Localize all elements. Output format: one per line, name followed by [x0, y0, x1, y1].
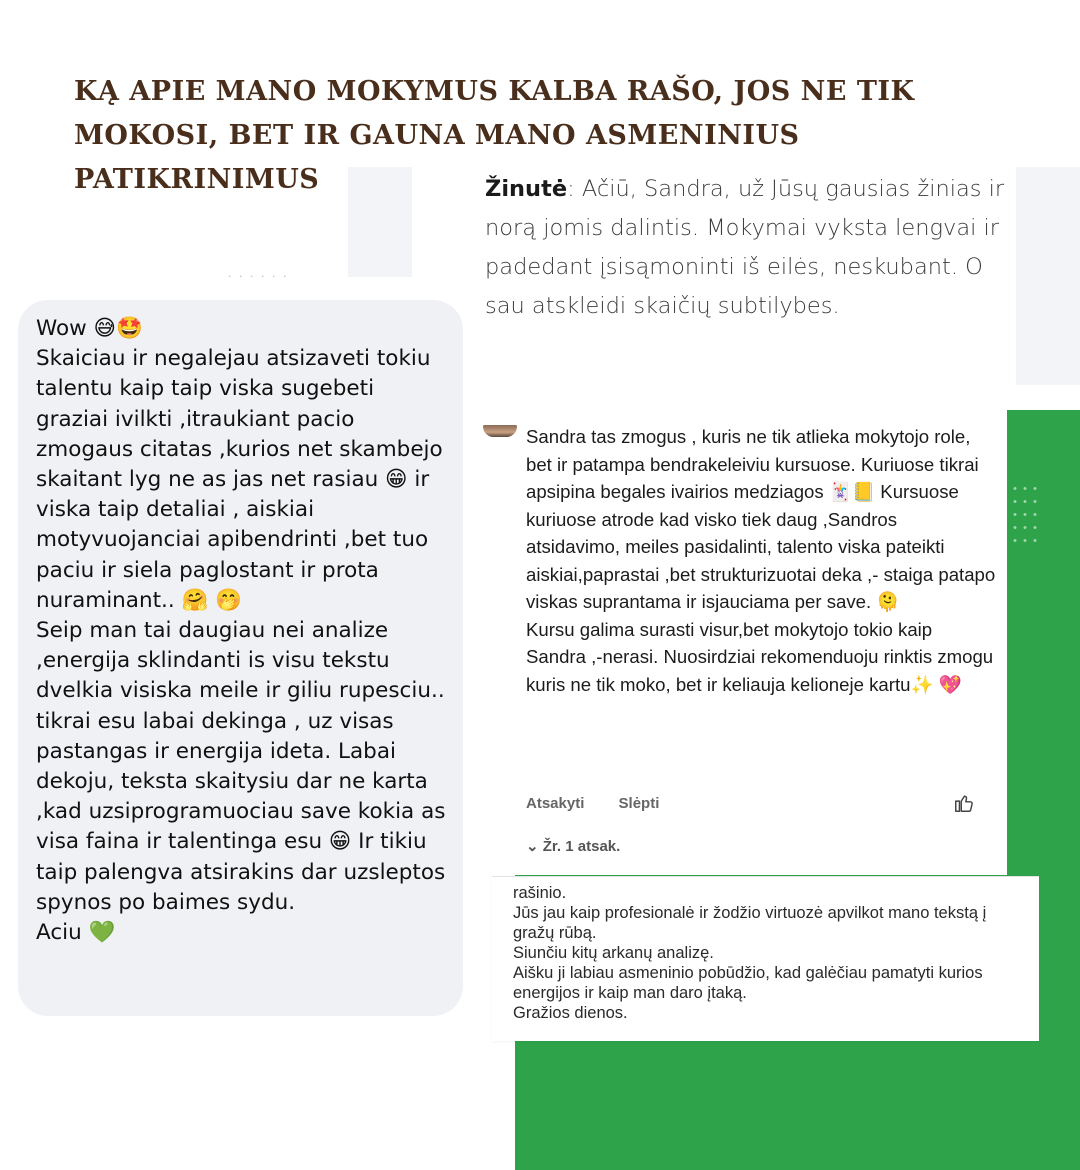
- message-text: : Ačiū, Sandra, už Jūsų gausias žinias ir norą jomis dalintis. Mokymai vyksta lengvai ir padedant įsisąmoninti iš eilės, neskubant. O sau atskleidi skaičių subtilybes.: [485, 176, 1005, 319]
- snippet-line: Aišku ji labiau asmeninio pobūdžio, kad galėčiau pamatyti kurios energijos ir kaip man daro įtaką.: [513, 964, 983, 1002]
- chat-message-bubble: [18, 300, 463, 1016]
- hide-button[interactable]: Slėpti: [618, 795, 660, 812]
- snippet-line: Siunčiu kitų arkanų analizę.: [513, 944, 714, 962]
- chat-paragraph: Aciu 💚: [36, 920, 116, 946]
- chat-paragraph: Wow 😅🤩: [36, 316, 143, 341]
- comment-paragraph: Sandra tas zmogus , kuris ne tik atlieka mokytojo role, bet ir patampa bendrakeleiviu kursuose. Kuriuose tikrai apsipina begales ivairios medziagos 🃏📒 Kursuose kuriuose atrode kad visko tiek daug ,Sandros atsidavimo, meiles pasidalinti, talento viska pateikti aiskiai,paprastai ,bet strukturizuotai deka ,- staiga patapo viskas suprantama ir isjauciama per save. 🫠: [526, 426, 996, 612]
- title-line: PATIKRINIMUS: [74, 164, 320, 195]
- cropped-text-fragment: · · · · · ·: [228, 270, 289, 283]
- comment-actions: [526, 795, 689, 812]
- chat-paragraph: Skaiciau ir negalejau atsizaveti tokiu talentu kaip taip viska sugebeti graziai ivilkti ,itraukiant pacio zmogaus citatas ,kurios net skambejo skaitant lyg ne as jas net rasiau 😁 ir viska taip detaliai , aiskiai motyvuojanciai apibendrinti ,bet tuo paciu ir siela paglostant ir prota nuraminant.. 🤗 🤭: [36, 346, 443, 613]
- thumbs-up-icon[interactable]: [953, 792, 975, 814]
- chat-paragraph: Seip man tai daugiau nei analize ,energija sklindanti is visu tekstu dvelkia visiska meile ir giliu rupesciu.. tikrai esu labai dekinga , uz visas pastangas ir energija ideta. Labai dekoju, teksta skaitysiu dar ne karta ,kad uzsiprogramuociau save kokia as visa faina ir talentinga esu 😁 Ir tikiu taip palengva atsirakins dar uzsleptos spynos po baimes sydu.: [36, 618, 446, 915]
- avatar[interactable]: [483, 425, 517, 437]
- snippet-body: [513, 883, 1023, 1023]
- message-snippet: [492, 876, 1039, 1041]
- view-replies-label: Žr. 1 atsak.: [542, 838, 621, 855]
- comment-paragraph: Kursu galima surasti visur,bet mokytojo tokio kaip Sandra ,-nerasi. Nuosirdziai rekomenduoju rinktis zmogu kuris ne tik moko, bet ir keliauja kelioneje kartu✨ 💖: [526, 618, 994, 695]
- background-panel-right: [1016, 167, 1080, 385]
- snippet-line: rašinio.: [513, 884, 567, 902]
- testimonial-message: [485, 170, 1005, 326]
- dot-pattern-decoration: [1010, 482, 1042, 552]
- message-label: Žinutė: [485, 176, 568, 202]
- title-line: KĄ APIE MANO MOKYMUS KALBA RAŠO, JOS NE TIK: [74, 76, 915, 107]
- title-line: MOKOSI, BET IR GAUNA MANO ASMENINIUS: [74, 120, 800, 151]
- snippet-line: Gražios dienos.: [513, 1004, 628, 1022]
- snippet-line: Jūs jau kaip profesionalė ir žodžio virtuozė apvilkot mano tekstą į gražų rūbą.: [513, 904, 987, 942]
- comment-body: [526, 423, 996, 698]
- view-replies-link[interactable]: [526, 837, 620, 855]
- comment-card: [475, 405, 1007, 875]
- reply-button[interactable]: Atsakyti: [526, 795, 585, 812]
- chevron-down-icon: ⌄: [526, 838, 539, 855]
